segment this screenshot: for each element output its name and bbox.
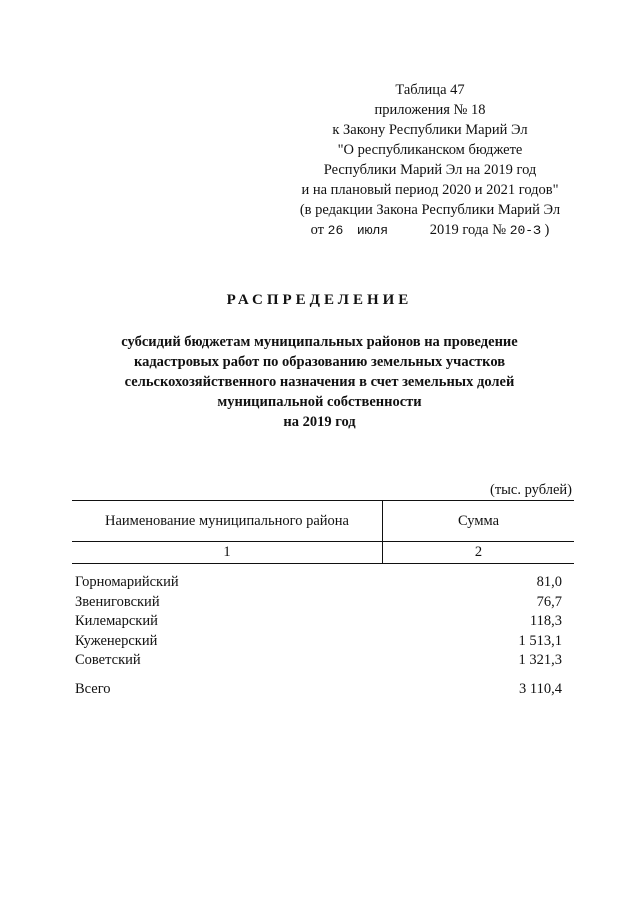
document-header — [280, 80, 580, 241]
subtitle-line: кадастровых работ по образованию земельных участков — [133, 354, 506, 370]
header-line: "О республиканском бюджете — [337, 142, 523, 158]
table-row — [75, 632, 562, 652]
header-line: и на плановый период 2020 и 2021 годов" — [301, 182, 559, 198]
column-number-1: 1 — [72, 542, 383, 563]
district-sum: 1 321,3 — [518, 652, 562, 668]
law-number: 20-З — [509, 223, 541, 238]
date-month: июля — [356, 223, 389, 238]
header-line: Таблица 47 — [395, 82, 465, 98]
header-line: к Закону Республики Марий Эл — [332, 122, 528, 138]
date-year: 2019 года № — [429, 222, 507, 238]
units-label: (тыс. рублей) — [490, 482, 572, 498]
district-sum: 81,0 — [536, 574, 562, 590]
district-sum: 76,7 — [536, 593, 562, 610]
law-date-line — [280, 220, 580, 241]
subtitle-line: муниципальной собственности — [217, 394, 422, 410]
table-row — [75, 651, 562, 671]
district-name: Советский — [75, 652, 141, 668]
total-row — [75, 681, 562, 698]
table-body — [75, 573, 562, 671]
column-number-2: 2 — [474, 544, 483, 560]
district-name: Килемарский — [75, 613, 158, 629]
distribution-table-header — [72, 500, 574, 564]
district-name: Горномарийский — [75, 574, 179, 590]
district-name: Звениговский — [75, 593, 160, 610]
district-name: Куженерский — [75, 632, 158, 649]
document-subtitle — [60, 332, 579, 432]
header-line: приложения № 18 — [374, 102, 486, 118]
table-row — [75, 612, 562, 632]
date-day: 26 — [327, 223, 344, 238]
column-header-district: Наименование муниципального района — [72, 501, 383, 541]
total-sum: 3 110,4 — [519, 681, 562, 697]
date-close: ) — [544, 222, 550, 238]
date-prefix: от — [310, 222, 325, 238]
header-line: (в редакции Закона Республики Марий Эл — [299, 202, 561, 218]
header-line: Республики Марий Эл на 2019 год — [323, 162, 537, 178]
total-label: Всего — [75, 681, 111, 697]
document-title: РАСПРЕДЕЛЕНИЕ — [226, 292, 413, 308]
subtitle-line: сельскохозяйственного назначения в счет земельных долей — [124, 374, 515, 390]
table-row — [75, 573, 562, 593]
district-sum: 118,3 — [529, 613, 562, 629]
subtitle-line: на 2019 год — [283, 414, 356, 430]
column-header-sum: Сумма — [457, 513, 500, 529]
table-header-row — [72, 500, 574, 542]
district-sum: 1 513,1 — [518, 632, 562, 649]
column-number-row — [72, 542, 574, 564]
table-row — [75, 593, 562, 613]
subtitle-line: субсидий бюджетам муниципальных районов на проведение — [121, 334, 518, 350]
